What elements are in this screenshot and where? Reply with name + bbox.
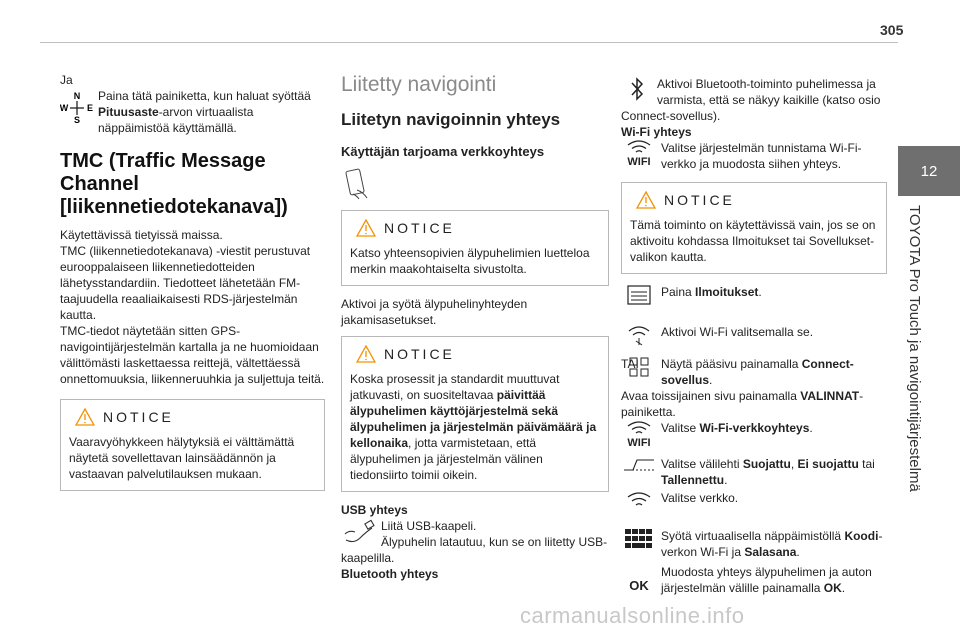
side-title-text: TOYOTA Pro Touch ja navigointijärjestelmä: [906, 205, 923, 492]
step-activate-wifi: Aktivoi Wi-Fi valitsemalla se.: [621, 324, 887, 354]
sub-subsection-title: Käyttäjän tarjoama verkkoyhteys: [341, 144, 545, 159]
usb-line1: Liitä USB-kaapeli.: [381, 519, 477, 533]
usb-cable-icon: [341, 518, 377, 548]
notice-box-1: [341, 210, 609, 286]
wifi-signal-icon: [621, 490, 657, 520]
step-wifi-network: WIFI Valitse Wi-Fi-verkkoyhteys.: [621, 420, 887, 456]
notifications-icon: [621, 284, 657, 314]
compass-bold: Pituusaste: [98, 105, 159, 119]
wifi-label: WIFI: [627, 437, 651, 449]
bluetooth-icon: [621, 76, 653, 108]
column-3: [621, 76, 887, 596]
compass-paragraph: [60, 88, 325, 136]
side-title: [905, 205, 925, 535]
header-divider: [40, 42, 898, 43]
notice-body: Vaaravyöhykkeen hälytyksiä ei välttämättä näytetä sovellettavan lainsäädännön ja vastaavan palvelutilauksen mukaan.: [69, 435, 295, 481]
keyboard-icon: [621, 528, 657, 560]
step-keyboard: Syötä virtuaalisella näppäimistöllä Koodi-verkon Wi-Fi ja Salasana.: [621, 528, 887, 564]
footer-watermark[interactable]: carmanualsonline.info: [520, 603, 745, 628]
bluetooth-paragraph: [621, 76, 887, 124]
wifi-paragraph: [621, 140, 887, 172]
ok-icon: [621, 564, 657, 594]
section-title: Liitetty navigointi: [341, 73, 497, 96]
compass-text2: -arvon virtuaalista näppäimistöä käyttämällä.: [98, 105, 254, 135]
tai-text: TAI: [621, 357, 639, 371]
notice-box-2: [341, 336, 609, 492]
tab-icon: [621, 456, 657, 486]
notice-title: NOTICE: [384, 220, 455, 236]
warning-icon: [75, 408, 95, 426]
chapter-tab[interactable]: 12: [898, 146, 960, 196]
column-2: [341, 72, 609, 582]
usb-line2: Älypuhelin latautuu, kun se on liitetty USB-kaapelilla.: [341, 535, 608, 565]
compass-n: N: [73, 91, 81, 101]
wifi-settings-icon: [621, 324, 657, 352]
ok-label: OK: [629, 578, 649, 593]
notice-box: [621, 182, 887, 274]
column-1: [60, 72, 325, 501]
notice-box: [60, 399, 325, 491]
wifi-title: Wi-Fi yhteys: [621, 125, 692, 139]
compass-e: E: [86, 103, 94, 113]
step-tab: Valitse välilehti Suojattu, Ei suojattu tai Tallennettu.: [621, 456, 887, 490]
compass-icon: [60, 90, 94, 124]
wifi-icon: [621, 140, 657, 170]
usb-title: USB yhteys: [341, 503, 408, 517]
smartphone-icon: [343, 168, 609, 202]
notice-body: Tämä toiminto on käytettävissä vain, jos se on aktivoitu kohdassa Ilmoitukset tai Sovellukset-valikon kautta.: [630, 218, 876, 264]
warning-icon: [636, 191, 656, 209]
warning-icon: [356, 219, 376, 237]
usb-paragraph: [341, 518, 609, 566]
subsection-title: Liitetyn navigoinnin yhteys: [341, 110, 561, 129]
bluetooth-title: Bluetooth yhteys: [341, 567, 439, 581]
activate-text: Aktivoi ja syötä älypuhelinyhteyden jakamisasetukset.: [341, 297, 528, 327]
step-options: Avaa toissijainen sivu painamalla VALINNAT-painiketta.: [621, 389, 864, 419]
step-select-network: Valitse verkko.: [621, 490, 887, 524]
tmc-body: Käytettävissä tietyissä maissa. TMC (liikennetiedotekanava) -viestit perustuvat eurooppalaiseen liikennetiedotteiden lähetysstandardiin. Tiedotteet lähetetään FM-taajuudella reaaliaikaisesti RDS-järjestelmän kautta. TMC-tiedot näytetään sitten GPS-navigointijärjestelmän kartalla ja ne huomioidaan välittömästi laskettaessa reittejä, vältettäessä onnettomuuksia, liikenneruuhkia ja suljettuja teitä.: [60, 228, 325, 386]
intro-text: Ja: [60, 73, 73, 87]
bluetooth-text: Aktivoi Bluetooth-toiminto puhelimessa ja varmista, että se näkyy kaikille (katso osio Connect-sovellus).: [621, 77, 881, 123]
compass-text: Paina tätä painiketta, kun haluat syöttää: [98, 89, 311, 103]
notice-body: Katso yhteensopivien älypuhelimien luetteloa merkin maakohtaiselta sivustolta.: [350, 246, 590, 276]
compass-w: W: [60, 103, 69, 113]
wifi-network-icon: [621, 420, 657, 452]
page-number: 305: [880, 22, 904, 38]
wifi-text: Valitse järjestelmän tunnistama Wi-Fi-verkko ja muodosta siihen yhteys.: [661, 141, 862, 171]
notice-title: NOTICE: [103, 409, 174, 425]
step-connect-app: Näytä pääsivu painamalla Connect-sovellus.: [621, 356, 887, 388]
step-ok: OK Muodosta yhteys älypuhelimen ja auton järjestelmän välille painamalla OK.: [621, 564, 887, 596]
tmc-heading: TMC (Traffic Message Channel [liikennetiedotekanava]): [60, 150, 288, 218]
warning-icon: [356, 345, 376, 363]
notice-body: Koska prosessit ja standardit muuttuvat jatkuvasti, on suositeltavaa päivittää älypuhelimen käyttöjärjestelmä sekä älypuhelimen ja järjestelmän päivämäärä ja kellonaika, jotta varmistetaan, että älypuhelimen ja järjestelmän välinen tiedonsiirto toimii oikein.: [350, 372, 597, 482]
wifi-label: WIFI: [627, 156, 651, 168]
step-notifications: Paina Ilmoitukset.: [621, 284, 887, 318]
notice-title: NOTICE: [384, 346, 455, 362]
compass-s: S: [73, 115, 81, 124]
notice-title: NOTICE: [664, 192, 735, 208]
